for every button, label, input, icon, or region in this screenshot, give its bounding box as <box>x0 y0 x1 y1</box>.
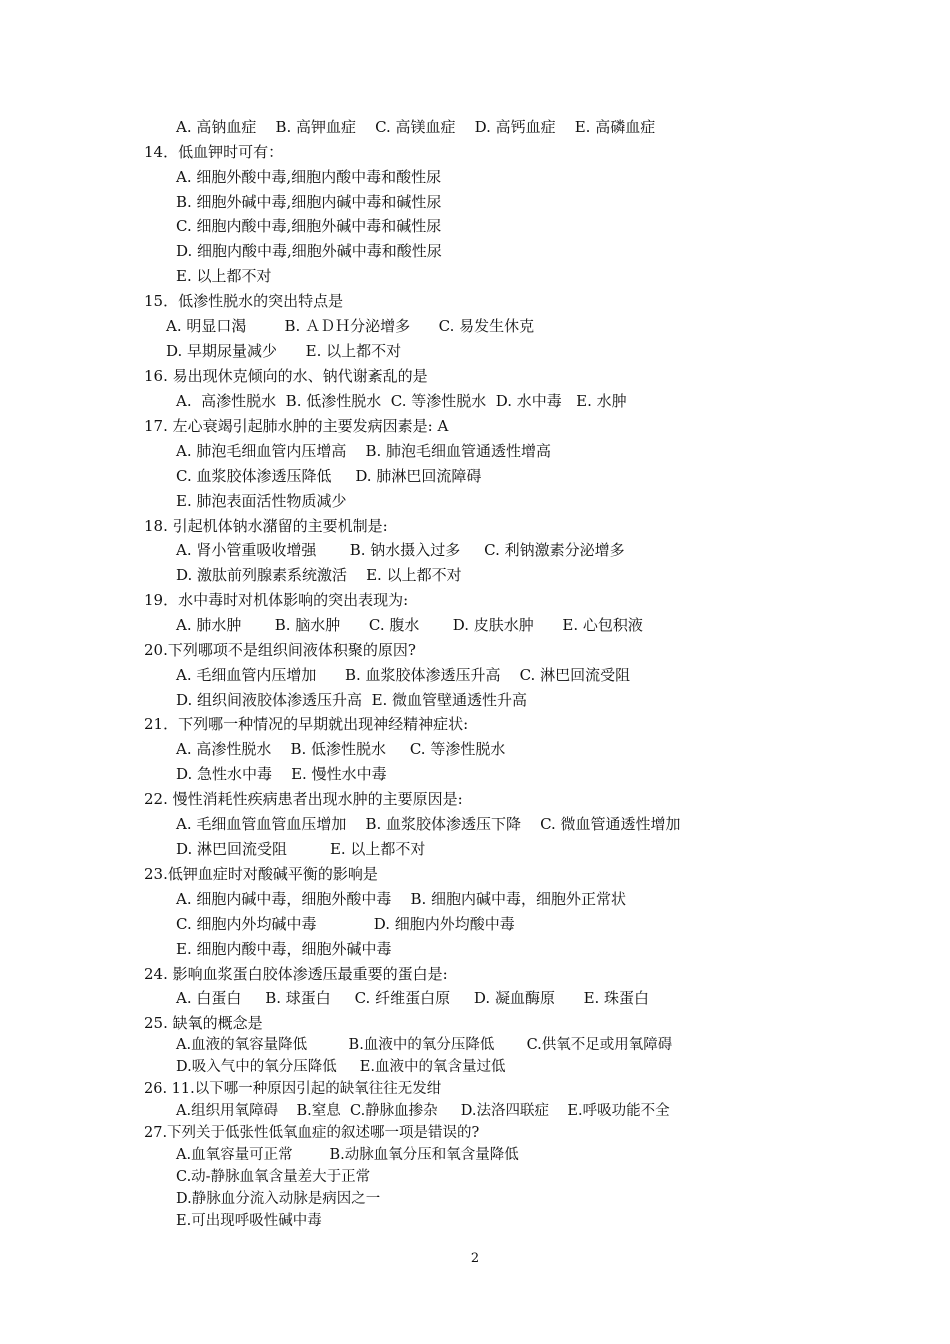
option-line: A. 毛细血管血管血压增加 B. 血浆胶体渗透压下降 C. 微血管通透性增加 <box>176 815 681 833</box>
option-line: A. 明显口渴 B. ＡＤＨ分泌增多 C. 易发生休克 <box>166 317 535 335</box>
question-19: 19．水中毒时对机体影响的突出表现为: <box>144 591 409 609</box>
option-line: B. 细胞外碱中毒,细胞内碱中毒和碱性尿 <box>176 193 442 211</box>
option-line: D. 激肽前列腺素系统激活 E. 以上都不对 <box>176 566 462 584</box>
option-line: A. 高渗性脱水 B. 低渗性脱水 C. 等渗性脱水 D. 水中毒 E. 水肿 <box>176 392 627 410</box>
question-21: 21．下列哪一种情况的早期就出现神经精神症状: <box>144 715 469 733</box>
option-line: D. 早期尿量减少 E. 以上都不对 <box>166 342 402 360</box>
question-26: 26. 11.以下哪一种原因引起的缺氧往往无发绀 <box>144 1081 442 1097</box>
option-line: D. 急性水中毒 E. 慢性水中毒 <box>176 765 387 783</box>
option-line: A. 毛细血管内压增加 B. 血浆胶体渗透压升高 C. 淋巴回流受阻 <box>176 666 631 684</box>
option-line: A.组织用氧障碍 B.窒息 C.静脉血掺杂 D.法洛四联症 E.呼吸功能不全 <box>176 1103 670 1119</box>
option-line: A.血液的氧容量降低 B.血液中的氧分压降低 C.供氧不足或用氧障碍 <box>176 1037 673 1053</box>
option-line: C. 血浆胶体渗透压降低 D. 肺淋巴回流障碍 <box>176 467 482 485</box>
question-14: 14．低血钾时可有： <box>144 143 284 161</box>
option-line: A. 肺泡毛细血管内压增高 B. 肺泡毛细血管通透性增高 <box>176 442 552 460</box>
option-line: D.静脉血分流入动脉是病因之一 <box>176 1191 381 1207</box>
option-line: E. 肺泡表面活性物质减少 <box>176 492 347 510</box>
option-line: A. 细胞内碱中毒，细胞外酸中毒 B. 细胞内碱中毒，细胞外正常状 <box>176 890 627 908</box>
question-16: 16. 易出现休克倾向的水、钠代谢紊乱的是 <box>144 367 428 385</box>
option-line: A. 肺水肿 B. 脑水肿 C. 腹水 D. 皮肤水肿 E. 心包积液 <box>176 616 643 634</box>
option-line: A. 白蛋白 B. 球蛋白 C. 纤维蛋白原 D. 凝血酶原 E. 珠蛋白 <box>176 989 650 1007</box>
question-27: 27.下列关于低张性低氧血症的叙述哪一项是错误的? <box>144 1125 480 1141</box>
option-line: C. 细胞内酸中毒,细胞外碱中毒和碱性尿 <box>176 217 442 235</box>
option-line: E. 以上都不对 <box>176 267 272 285</box>
option-line: A. 高渗性脱水 B. 低渗性脱水 C. 等渗性脱水 <box>176 740 506 758</box>
option-line: A. 肾小管重吸收增强 B. 钠水摄入过多 C. 利钠激素分泌增多 <box>176 541 625 559</box>
question-25: 25. 缺氧的概念是 <box>144 1014 263 1032</box>
option-line: E. 细胞内酸中毒，细胞外碱中毒 <box>176 940 392 958</box>
option-line: C.动-静脉血氧含量差大于正常 <box>176 1169 371 1185</box>
option-line: C. 细胞内外均碱中毒 D. 细胞内外均酸中毒 <box>176 915 515 933</box>
question-22: 22. 慢性消耗性疾病患者出现水肿的主要原因是: <box>144 790 463 808</box>
option-line: A. 细胞外酸中毒,细胞内酸中毒和酸性尿 <box>176 168 442 186</box>
option-line: D. 细胞内酸中毒,细胞外碱中毒和酸性尿 <box>176 242 442 260</box>
option-line: E.可出现呼吸性碱中毒 <box>176 1213 322 1229</box>
page-number: 2 <box>470 1251 480 1266</box>
question-23: 23.低钾血症时对酸碱平衡的影响是 <box>144 865 378 883</box>
option-line: D.吸入气中的氧分压降低 E.血液中的氧含量过低 <box>176 1059 506 1075</box>
text-line: A. 高钠血症 B. 高钾血症 C. 高镁血症 D. 高钙血症 E. 高磷血症 <box>176 118 656 136</box>
option-line: D. 淋巴回流受阻 E. 以上都不对 <box>176 840 426 858</box>
question-18: 18. 引起机体钠水潴留的主要机制是: <box>144 517 388 535</box>
question-20: 20.下列哪项不是组织间液体积聚的原因? <box>144 641 416 659</box>
question-15: 15．低渗性脱水的突出特点是 <box>144 292 344 310</box>
option-line: D. 组织间液胶体渗透压升高 E. 微血管壁通透性升高 <box>176 691 528 709</box>
option-line: A.血氧容量可正常 B.动脉血氧分压和氧含量降低 <box>176 1147 519 1163</box>
question-17: 17. 左心衰竭引起肺水肿的主要发病因素是: A <box>144 417 449 435</box>
question-24: 24. 影响血浆蛋白胶体渗透压最重要的蛋白是: <box>144 965 448 983</box>
